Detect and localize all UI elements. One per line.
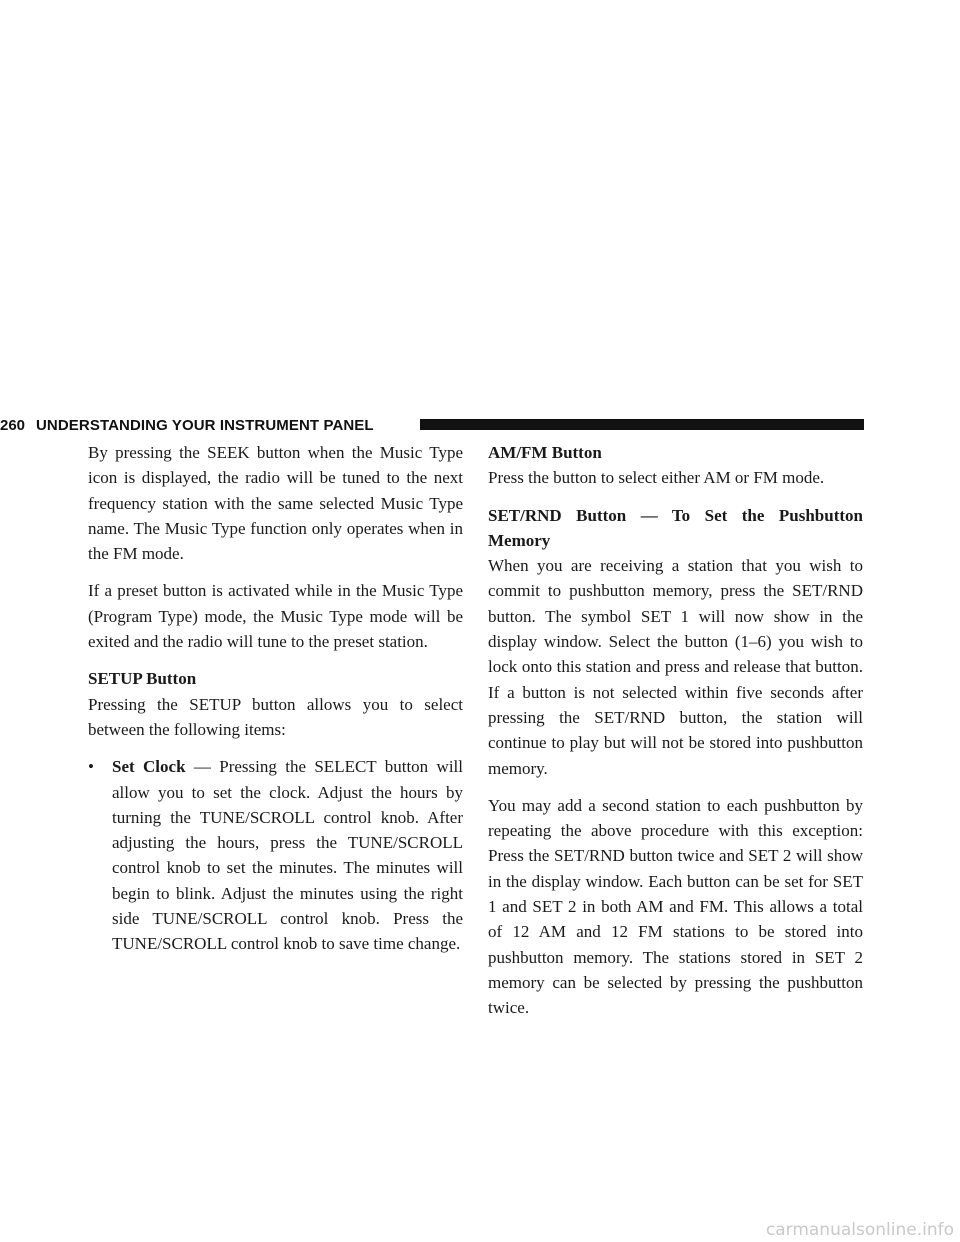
setrnd-heading: SET/RND Button — To Set the Pushbutton Memory (488, 505, 863, 550)
set-clock-bullet (88, 754, 463, 956)
header-rule (420, 419, 864, 430)
amfm-text: Press the button to select either AM or FM mode. (488, 468, 825, 488)
page-number: 260 (0, 417, 26, 434)
setup-text: Pressing the SETUP button allows you to select between the following items: (88, 694, 463, 739)
section-title: UNDERSTANDING YOUR INSTRUMENT PANEL (36, 417, 374, 434)
setrnd-text: When you are receiving a station that you wish to commit to pushbutton memory, press the SET/RND button. The symbol SET 1 will now show in the display window. Select the button (1–6) you wish to lock onto this station and press and release that button. If a button is not selected within five seconds after pressing the SET/RND button, the station will continue to play but will not be stored into pushbutton memory. (488, 556, 863, 778)
set-clock-term: Set Clock (112, 757, 186, 777)
music-type-seek-paragraph: By pressing the SEEK button when the Music Type icon is displayed, the radio will be tuned to the next frequency station with the same selected Music Type name. The Music Type function only operates when in the FM mode. (88, 443, 463, 564)
setrnd-section (488, 503, 863, 781)
bullet-icon: • (88, 757, 94, 777)
page-header (0, 414, 864, 436)
amfm-section (488, 440, 863, 491)
preset-button-paragraph: If a preset button is activated while in the Music Type (Program Type) mode, the Music Type mode will be exited and the radio will tune to the preset station. (88, 581, 463, 652)
left-column (88, 440, 463, 969)
setup-heading: SETUP Button (88, 669, 197, 689)
second-station-paragraph: You may add a second station to each pushbutton by repeating the above procedure with this exception: Press the SET/RND button twice and SET 2 will show in the display window. Each button can be set for SET 1 and SET 2 in both AM and FM. This allows a total of 12 AM and 12 FM stations to be stored into pushbutton memory. The stations stored in SET 2 memory can be selected by pressing the pushbutton twice. (488, 795, 863, 1018)
setup-section (88, 666, 463, 742)
set-clock-text: — Pressing the SELECT button will allow you to set the clock. Adjust the hours by turning the TUNE/SCROLL control knob. After adjusting the hours, press the TUNE/SCROLL control knob to set the minutes. The minutes will begin to blink. Adjust the minutes using the right side TUNE/SCROLL control knob. Press the TUNE/SCROLL control knob to save time change. (112, 757, 463, 954)
amfm-heading: AM/FM Button (488, 443, 602, 462)
watermark: carmanualsonline.info (765, 1220, 954, 1240)
right-column (488, 440, 863, 1033)
